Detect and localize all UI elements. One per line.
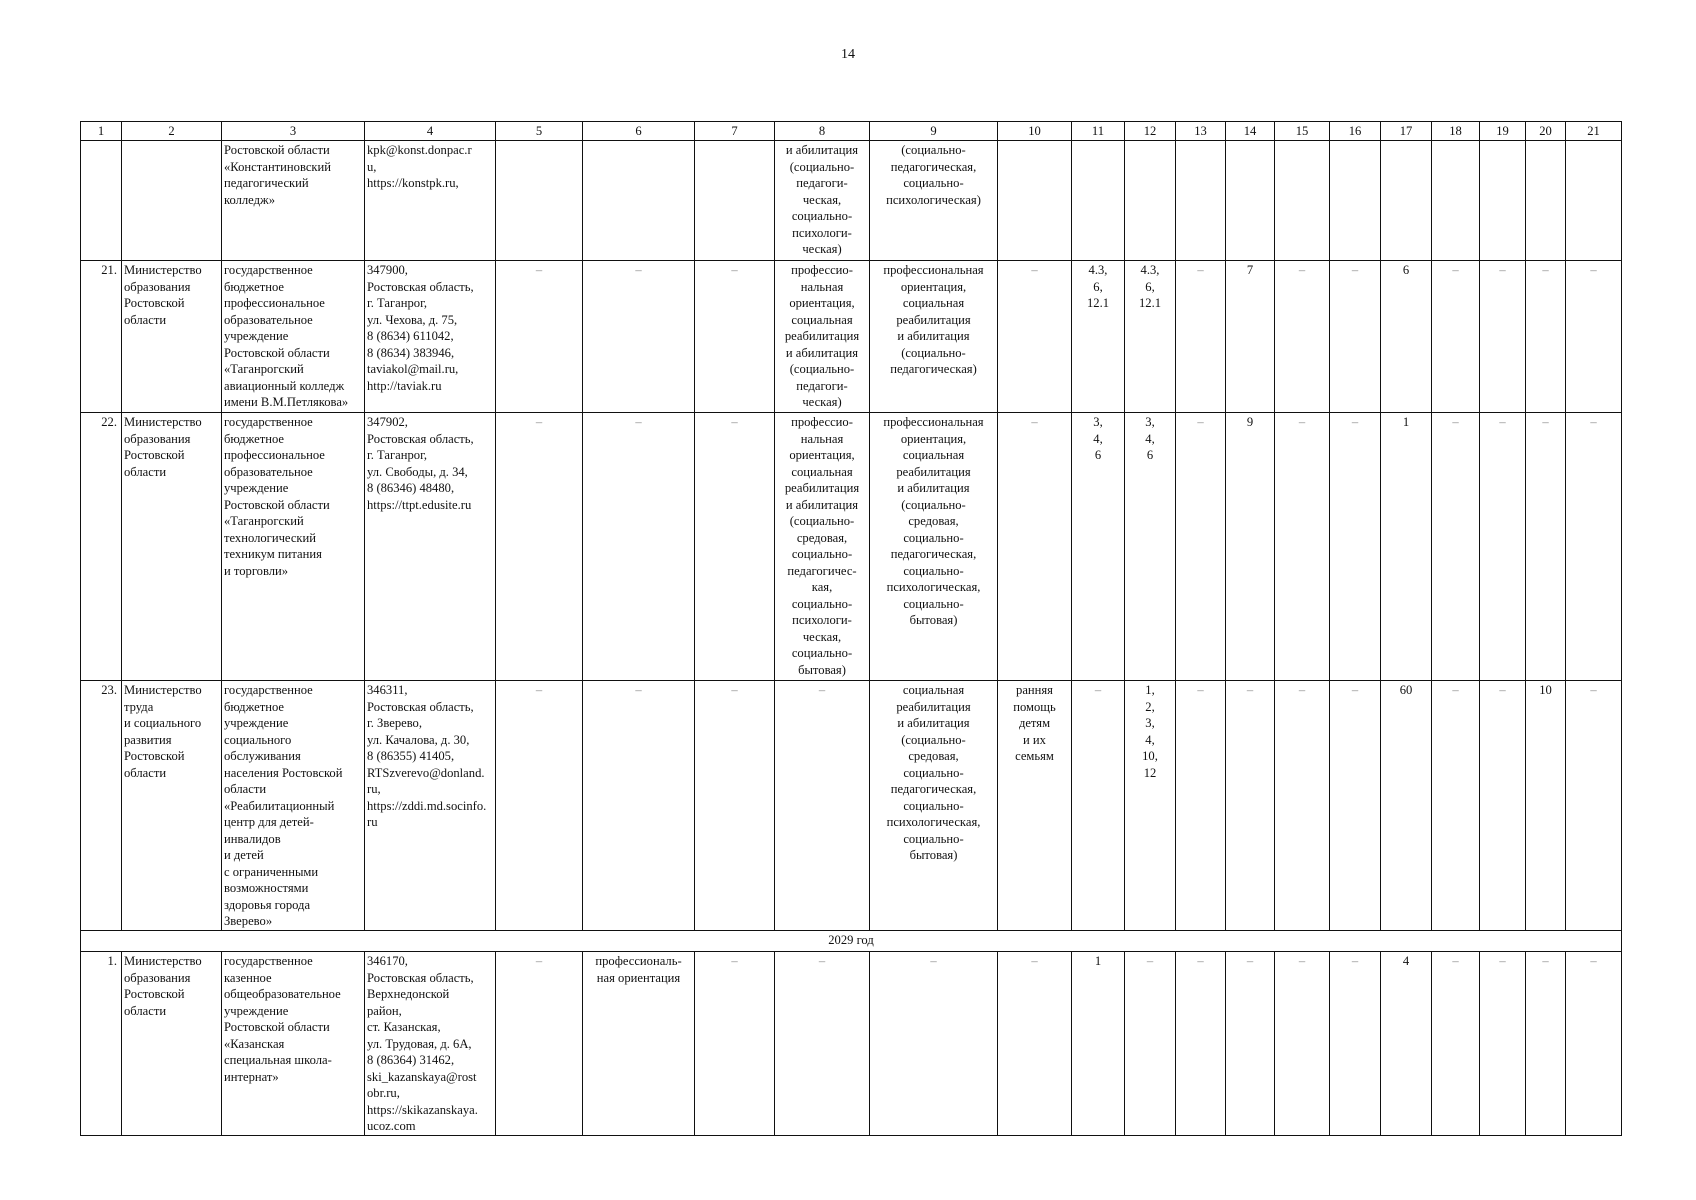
table-cell: 346170, Ростовская область, Верхнедонской район, ст. Казанская, ул. Трудовая, д. 6А, 8 (86364) 31462, ski_kazanskaya@rost obr.ru, https://skikazanskaya. ucoz.com <box>365 952 496 1136</box>
table-body <box>81 122 1622 1136</box>
table-cell: – <box>583 261 695 413</box>
table-cell: – <box>695 261 775 413</box>
table-cell: – <box>1566 681 1622 931</box>
table-cell: – <box>1432 681 1480 931</box>
table-cell: 22. <box>81 413 122 681</box>
table-cell: – <box>1480 261 1526 413</box>
table-cell: – <box>1526 261 1566 413</box>
header-cell: 2 <box>122 122 222 141</box>
table-row <box>81 141 1622 261</box>
header-cell: 1 <box>81 122 122 141</box>
table-cell: 60 <box>1381 681 1432 931</box>
table-cell: 10 <box>1526 681 1566 931</box>
table-cell: – <box>1480 952 1526 1136</box>
table-cell: – <box>496 952 583 1136</box>
table-cell: 7 <box>1226 261 1275 413</box>
table-cell <box>1176 141 1226 261</box>
header-cell: 7 <box>695 122 775 141</box>
header-cell: 12 <box>1125 122 1176 141</box>
table-cell: и абилитация (социально- педагоги- ческая, социально- психологи- ческая) <box>775 141 870 261</box>
table-cell: 4 <box>1381 952 1432 1136</box>
table-cell: 1. <box>81 952 122 1136</box>
header-cell: 3 <box>222 122 365 141</box>
table-cell: – <box>1330 261 1381 413</box>
table-cell <box>1480 141 1526 261</box>
table-cell: – <box>998 952 1072 1136</box>
table-cell: государственное бюджетное учреждение социального обслуживания населения Ростовской области «Реабилитационный центр для детей- инвалидов и детей с ограниченными возможностями здоровья города Зверево» <box>222 681 365 931</box>
table-cell <box>122 141 222 261</box>
table-cell: – <box>1176 952 1226 1136</box>
header-row <box>81 122 1622 141</box>
header-cell: 20 <box>1526 122 1566 141</box>
header-cell: 8 <box>775 122 870 141</box>
header-cell: 11 <box>1072 122 1125 141</box>
table-cell <box>695 141 775 261</box>
table-cell: – <box>998 413 1072 681</box>
table-cell: профессиональ- ная ориентация <box>583 952 695 1136</box>
header-cell: 15 <box>1275 122 1330 141</box>
table-cell: Министерство образования Ростовской области <box>122 413 222 681</box>
table-cell: 9 <box>1226 413 1275 681</box>
table-cell: 4.3, 6, 12.1 <box>1072 261 1125 413</box>
table-cell: 1, 2, 3, 4, 10, 12 <box>1125 681 1176 931</box>
table-cell: профессиональная ориентация, социальная реабилитация и абилитация (социально- средовая, социально- педагогическая, социально- психологическая, социально- бытовая) <box>870 413 998 681</box>
table-cell: 1 <box>1381 413 1432 681</box>
table-cell <box>1226 141 1275 261</box>
table-cell: 1 <box>1072 952 1125 1136</box>
table-row <box>81 952 1622 1136</box>
header-cell: 19 <box>1480 122 1526 141</box>
table-cell: – <box>1432 413 1480 681</box>
header-cell: 16 <box>1330 122 1381 141</box>
year-section-row <box>81 931 1622 952</box>
table-row <box>81 681 1622 931</box>
table-cell: государственное бюджетное профессиональное образовательное учреждение Ростовской области «Таганрогский технологический техникум питания и торговли» <box>222 413 365 681</box>
header-cell: 17 <box>1381 122 1432 141</box>
header-cell: 13 <box>1176 122 1226 141</box>
table-cell: – <box>775 952 870 1136</box>
table-cell: – <box>870 952 998 1136</box>
table-cell: 347900, Ростовская область, г. Таганрог, ул. Чехова, д. 75, 8 (8634) 611042, 8 (8634) 383946, taviakol@mail.ru, http://taviak.ru <box>365 261 496 413</box>
table-cell: профессио- нальная ориентация, социальная реабилитация и абилитация (социально- средовая, социально- педагогичес- кая, социально- психологи- ческая, социально- бытовая) <box>775 413 870 681</box>
table-cell: – <box>496 261 583 413</box>
table-cell: – <box>1330 952 1381 1136</box>
table-cell <box>81 141 122 261</box>
table-cell <box>496 141 583 261</box>
table-cell <box>1330 141 1381 261</box>
table-cell <box>1432 141 1480 261</box>
table-cell: – <box>1275 952 1330 1136</box>
table-cell: – <box>775 681 870 931</box>
table-cell: социальная реабилитация и абилитация (социально- средовая, социально- педагогическая, социально- психологическая, социально- бытовая) <box>870 681 998 931</box>
table-cell: государственное бюджетное профессиональное образовательное учреждение Ростовской области «Таганрогский авиационный колледж имени В.М.Петлякова» <box>222 261 365 413</box>
table-cell: – <box>1275 261 1330 413</box>
table-row <box>81 413 1622 681</box>
year-label: 2029 год <box>81 931 1622 952</box>
table-cell: – <box>1176 261 1226 413</box>
table-cell: 3, 4, 6 <box>1072 413 1125 681</box>
table-cell: – <box>1125 952 1176 1136</box>
header-cell: 4 <box>365 122 496 141</box>
table-cell: – <box>1330 681 1381 931</box>
table-cell <box>1275 141 1330 261</box>
table-cell: – <box>1275 681 1330 931</box>
table-cell: 23. <box>81 681 122 931</box>
header-cell: 6 <box>583 122 695 141</box>
table-cell: Министерство образования Ростовской области <box>122 261 222 413</box>
table-cell: ранняя помощь детям и их семьям <box>998 681 1072 931</box>
table-cell: – <box>1226 681 1275 931</box>
table-cell: 347902, Ростовская область, г. Таганрог, ул. Свободы, д. 34, 8 (86346) 48480, https://ttpt.edusite.ru <box>365 413 496 681</box>
table-cell: – <box>496 413 583 681</box>
table-row <box>81 261 1622 413</box>
table-cell: – <box>695 952 775 1136</box>
table-cell: Министерство труда и социального развития Ростовской области <box>122 681 222 931</box>
table-cell: профессиональная ориентация, социальная реабилитация и абилитация (социально- педагогическая) <box>870 261 998 413</box>
header-cell: 10 <box>998 122 1072 141</box>
table-cell: – <box>1432 261 1480 413</box>
header-cell: 21 <box>1566 122 1622 141</box>
table-cell: 6 <box>1381 261 1432 413</box>
header-cell: 9 <box>870 122 998 141</box>
table-cell: – <box>695 681 775 931</box>
table-cell <box>1526 141 1566 261</box>
table-cell <box>1381 141 1432 261</box>
table-cell: 3, 4, 6 <box>1125 413 1176 681</box>
table-cell: – <box>1480 413 1526 681</box>
table-cell: – <box>1526 413 1566 681</box>
table-cell: – <box>1176 413 1226 681</box>
header-cell: 18 <box>1432 122 1480 141</box>
table-cell: 4.3, 6, 12.1 <box>1125 261 1176 413</box>
table-cell: kpk@konst.donpac.r u, https://konstpk.ru, <box>365 141 496 261</box>
page-number: 14 <box>841 47 855 62</box>
table-cell: Министерство образования Ростовской области <box>122 952 222 1136</box>
table-cell <box>583 141 695 261</box>
table-cell: – <box>583 413 695 681</box>
table-cell: – <box>998 261 1072 413</box>
table-cell: – <box>1480 681 1526 931</box>
table-cell: 21. <box>81 261 122 413</box>
table-cell <box>1566 141 1622 261</box>
table-cell: – <box>695 413 775 681</box>
table-cell: – <box>1330 413 1381 681</box>
table-cell <box>1072 141 1125 261</box>
table-cell: государственное казенное общеобразовательное учреждение Ростовской области «Казанская специальная школа- интернат» <box>222 952 365 1136</box>
table-cell <box>998 141 1072 261</box>
table-cell: – <box>1176 681 1226 931</box>
table-cell: профессио- нальная ориентация, социальная реабилитация и абилитация (социально- педагоги- ческая) <box>775 261 870 413</box>
table-cell: – <box>1566 952 1622 1136</box>
table-cell: 346311, Ростовская область, г. Зверево, ул. Качалова, д. 30, 8 (86355) 41405, RTSzverevo@donland. ru, https://zddi.md.socinfo. ru <box>365 681 496 931</box>
table-cell: – <box>1566 413 1622 681</box>
table-cell: – <box>1432 952 1480 1136</box>
table-cell: (социально- педагогическая, социально- психологическая) <box>870 141 998 261</box>
table-cell: Ростовской области «Константиновский педагогический колледж» <box>222 141 365 261</box>
institutions-table <box>80 121 1622 1136</box>
table-cell: – <box>496 681 583 931</box>
table-cell: – <box>1566 261 1622 413</box>
header-cell: 5 <box>496 122 583 141</box>
table-cell: – <box>1226 952 1275 1136</box>
table-cell: – <box>1275 413 1330 681</box>
table-cell: – <box>583 681 695 931</box>
table-cell: – <box>1526 952 1566 1136</box>
header-cell: 14 <box>1226 122 1275 141</box>
table-cell: – <box>1072 681 1125 931</box>
table-cell <box>1125 141 1176 261</box>
